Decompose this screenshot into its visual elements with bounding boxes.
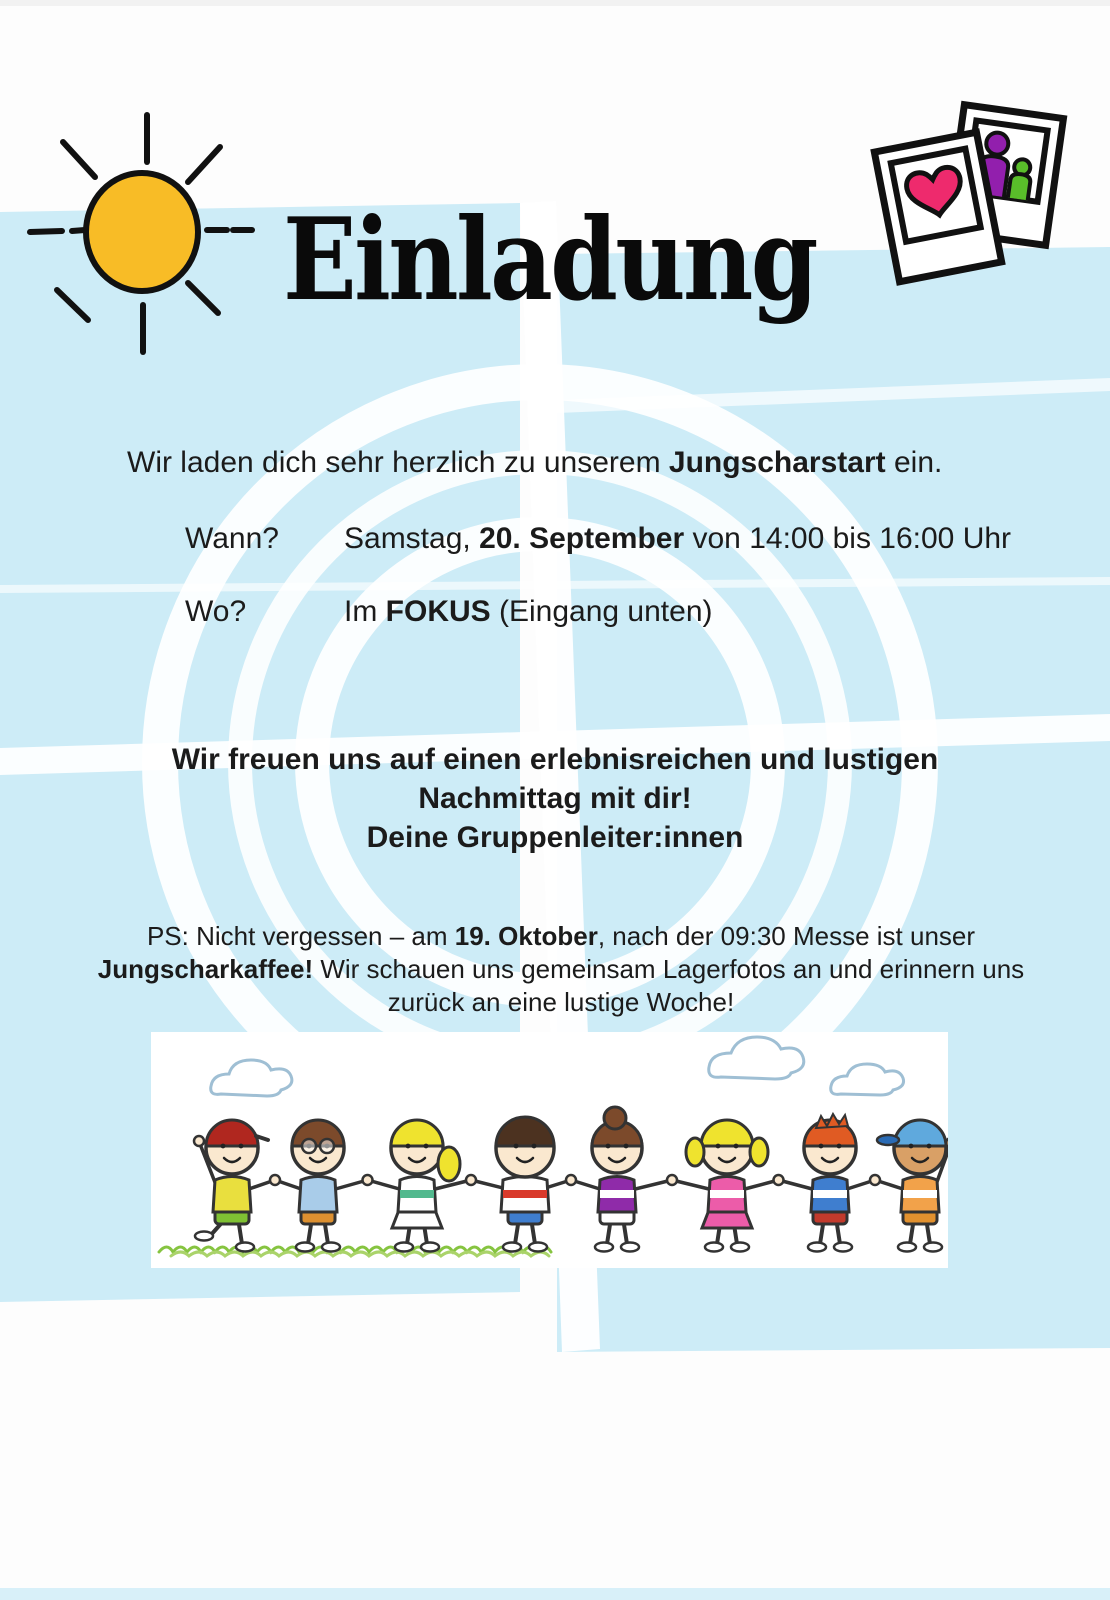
sun-icon (18, 100, 268, 365)
ps-line-2: Jungscharkaffee! Wir schauen uns gemeinsam Lagerfotos an und erinnern uns (97, 954, 1025, 984)
closing-message (0, 740, 1110, 857)
closing-line-2: Nachmittag mit dir! (418, 782, 692, 815)
ps-line-3: zurück an eine lustige Woche! (387, 987, 735, 1017)
kid-figure (292, 1120, 344, 1252)
grass (159, 1247, 551, 1256)
kid-figure (496, 1117, 554, 1252)
intro-line: Wir laden dich sehr herzlich zu unserem Jungscharstart ein. (127, 446, 943, 479)
where-label: Wo? (185, 595, 247, 628)
event-date: 20. September (479, 522, 685, 555)
kid-figure (804, 1114, 856, 1252)
cloud-icon (211, 1037, 904, 1096)
children-illustration-box (151, 1032, 948, 1268)
polaroid-photos (855, 95, 1075, 290)
closing-line-1: Wir freuen uns auf einen erlebnisreichen und lustigen (171, 743, 939, 776)
ps-event: Jungscharkaffee! (97, 954, 314, 984)
when-label: Wann? (185, 522, 279, 555)
when-value: Samstag, 20. September von 14:00 bis 16:00 Uhr (344, 522, 1012, 555)
ps-line-1: PS: Nicht vergessen – am 19. Oktober, nach der 09:30 Messe ist unser (146, 921, 976, 951)
polaroid-heart-photo-icon (874, 132, 1001, 281)
ps-note (0, 920, 1110, 1019)
event-name: Jungscharstart (668, 446, 886, 479)
event-location: FOKUS (385, 595, 491, 628)
kid-figure (592, 1107, 642, 1252)
closing-line-3: Deine Gruppenleiter:innen (366, 821, 744, 854)
children-holding-hands-illustration (151, 1032, 948, 1268)
where-value: Im FOKUS (Eingang unten) (344, 595, 713, 628)
ps-date: 19. Oktober (454, 921, 598, 951)
page-title: Einladung (283, 192, 816, 326)
